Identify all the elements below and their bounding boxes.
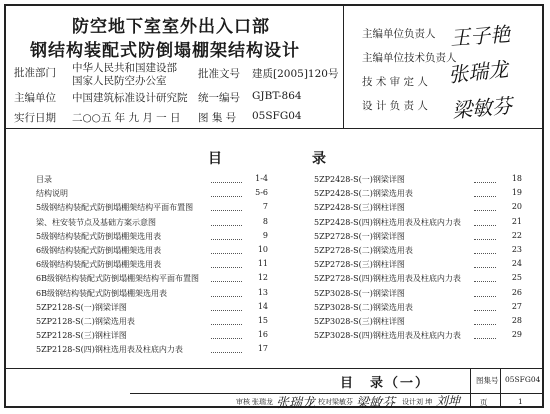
toc-item-title: 6B级钢结构装配式防倒塌棚架结构平面布置图 [36, 274, 199, 284]
toc-item-page: 19 [511, 188, 522, 198]
design-signature: 刘坤 [436, 394, 461, 408]
atlas-no-value: 05SFG04 [252, 110, 302, 122]
toc-item-page: 1-4 [255, 174, 268, 183]
toc-item-title: 5ZP2128-S(四)钢柱选用表及柱底内力表 [36, 345, 183, 355]
approval-dept-line-1: 中华人民共和国建设部 [72, 62, 177, 74]
toc-item-page: 12 [257, 273, 268, 283]
page-label: 页 [480, 398, 488, 407]
unified-no-label: 统一编号 [198, 92, 240, 104]
toc-item-title: 目录 [36, 175, 52, 184]
toc-item-page: 20 [511, 202, 522, 212]
toc-leader [211, 267, 242, 268]
toc-item-page: 10 [257, 245, 268, 254]
toc-item-title: 5ZP3028-S(一)钢梁详图 [314, 288, 405, 298]
atlas-label: 图集号 [476, 376, 499, 385]
approval-dept-line-2: 国家人民防空办公室 [72, 75, 167, 87]
responsible-2-label: 主编单位技术负责人 [362, 52, 457, 64]
toc-leader [474, 324, 496, 325]
responsible-3-label: 技 术 审 定 人 [362, 76, 428, 88]
toc-item-page: 13 [257, 287, 268, 297]
approval-doc-value: 建质[2005]120号 [252, 68, 339, 80]
titleblock-top-rule [5, 368, 543, 369]
signature-2: 张瑞龙 [447, 56, 510, 88]
toc-leader [474, 225, 496, 226]
toc-item-title: 5ZP2128-S(二)钢梁选用表 [36, 317, 135, 326]
toc-item-title: 6级钢结构装配式防倒塌棚架选用表 [36, 260, 162, 270]
reviewer-name: 张瑞龙 [252, 398, 273, 406]
atlas-no-label: 图 集 号 [198, 112, 237, 124]
toc-leader [211, 182, 242, 183]
toc-item-title: 5ZP2428-S(三)钢柱详图 [314, 203, 405, 213]
toc-item-page: 5-6 [255, 188, 268, 198]
toc-leader [211, 324, 242, 325]
toc-leader [474, 253, 496, 254]
toc-leader [474, 196, 496, 197]
toc-leader [211, 352, 242, 353]
toc-leader [211, 281, 242, 282]
toc-item-page: 7 [262, 202, 268, 212]
toc-item-title: 5ZP2428-S(四)钢柱选用表及柱底内力表 [314, 217, 461, 227]
responsible-4-label: 设 计 负 责 人 [362, 100, 428, 112]
toc-item-page: 18 [511, 174, 522, 183]
signature-3: 梁敏芬 [451, 93, 514, 123]
editor-unit-label: 主编单位 [14, 92, 56, 104]
toc-item-title: 6级钢结构装配式防倒塌棚架选用表 [36, 246, 162, 255]
toc-item-title: 5ZP2128-S(一)钢梁详图 [36, 302, 127, 312]
toc-leader [474, 267, 496, 268]
designer-name: 刘 坤 [416, 398, 433, 406]
signature-1: 王子艳 [449, 21, 511, 51]
toc-leader [211, 338, 242, 339]
toc-item-title: 5ZP2728-S(一)钢梁详图 [314, 231, 405, 241]
toc-item-page: 8 [262, 216, 268, 226]
review-label: 审核 [236, 398, 250, 406]
toc-leader [211, 210, 242, 211]
toc-item-page: 11 [257, 259, 268, 269]
toc-item-page: 22 [511, 230, 522, 240]
toc-item-page: 15 [257, 316, 268, 325]
toc-item-page: 24 [511, 259, 522, 269]
toc-item-page: 23 [511, 245, 522, 254]
checker-name: 梁敏芬 [332, 398, 353, 406]
toc-item-title: 5ZP2428-S(一)钢梁详图 [314, 175, 405, 184]
toc-item-title: 6B级钢结构装配式防倒塌棚架选用表 [36, 288, 167, 298]
toc-item-title: 梁、柱安装节点及基础方案示意图 [36, 217, 156, 227]
tb-v1 [470, 368, 471, 407]
toc-leader [474, 281, 496, 282]
toc-item-page: 16 [257, 330, 268, 340]
toc-leader [474, 239, 496, 240]
toc-item-page: 21 [511, 216, 522, 226]
review-signature: 张瑞龙 [276, 396, 316, 411]
tb-v2 [500, 368, 501, 407]
toc-item-title: 5ZP2728-S(四)钢柱选用表及柱底内力表 [314, 274, 461, 284]
page-value: 1 [518, 397, 523, 406]
check-label: 校对 [318, 398, 332, 406]
toc-leader [474, 338, 496, 339]
date-label: 实行日期 [14, 112, 56, 124]
design-label: 设计 [402, 398, 416, 406]
unified-no-value: GJBT-864 [252, 90, 302, 102]
toc-leader [474, 310, 496, 311]
toc-heading-left: 目 [208, 151, 222, 167]
toc-item-title: 5ZP3028-S(二)钢梁选用表 [314, 302, 413, 312]
toc-leader [474, 182, 496, 183]
check-signature: 梁敏芬 [356, 396, 396, 411]
toc-item-page: 26 [511, 287, 522, 297]
toc-item-page: 29 [511, 330, 522, 340]
toc-item-page: 14 [257, 301, 268, 311]
title-line-2: 钢结构装配式防倒塌棚架结构设计 [30, 41, 300, 61]
toc-item-page: 9 [262, 230, 268, 240]
approval-doc-label: 批准文号 [198, 68, 240, 80]
header-rule [5, 128, 543, 129]
date-value: 二○○五 年 九 月 一 日 [72, 112, 181, 124]
header-divider [343, 6, 344, 128]
toc-item-title: 结构说明 [36, 189, 68, 199]
toc-item-title: 5ZP3028-S(三)钢柱详图 [314, 317, 405, 326]
toc-item-title: 5级钢结构装配式防倒塌棚架选用表 [36, 231, 162, 241]
toc-item-page: 28 [511, 316, 522, 325]
toc-item-title: 5ZP2428-S(二)钢梁选用表 [314, 189, 413, 199]
toc-item-page: 27 [511, 301, 522, 311]
toc-leader [474, 210, 496, 211]
toc-item-title: 5ZP2728-S(二)钢梁选用表 [314, 246, 413, 255]
toc-leader [211, 225, 242, 226]
toc-heading-right: 录 [312, 151, 326, 167]
toc-item-title: 5ZP2728-S(三)钢柱详图 [314, 260, 405, 270]
toc-leader [211, 196, 242, 197]
title-line-1: 防空地下室室外出入口部 [72, 17, 270, 37]
toc-item-title: 5级钢结构装配式防倒塌棚架结构平面布置图 [36, 203, 194, 213]
toc-leader [474, 296, 496, 297]
sheet-title: 目 录（一） [340, 376, 431, 391]
tb-mid-rule [130, 393, 543, 394]
toc-leader [211, 253, 242, 254]
responsible-1-label: 主编单位负责人 [362, 28, 436, 40]
approval-dept-label: 批准部门 [14, 67, 56, 79]
editor-unit-value: 中国建筑标准设计研究院 [72, 92, 188, 104]
toc-leader [211, 310, 242, 311]
toc-item-page: 17 [257, 344, 268, 354]
toc-leader [211, 296, 242, 297]
toc-item-title: 5ZP3028-S(四)钢柱选用表及柱底内力表 [314, 331, 461, 341]
atlas-value: 05SFG04 [505, 375, 541, 384]
toc-leader [211, 239, 242, 240]
toc-item-title: 5ZP2128-S(三)钢柱详图 [36, 331, 127, 341]
toc-item-page: 25 [511, 273, 522, 283]
